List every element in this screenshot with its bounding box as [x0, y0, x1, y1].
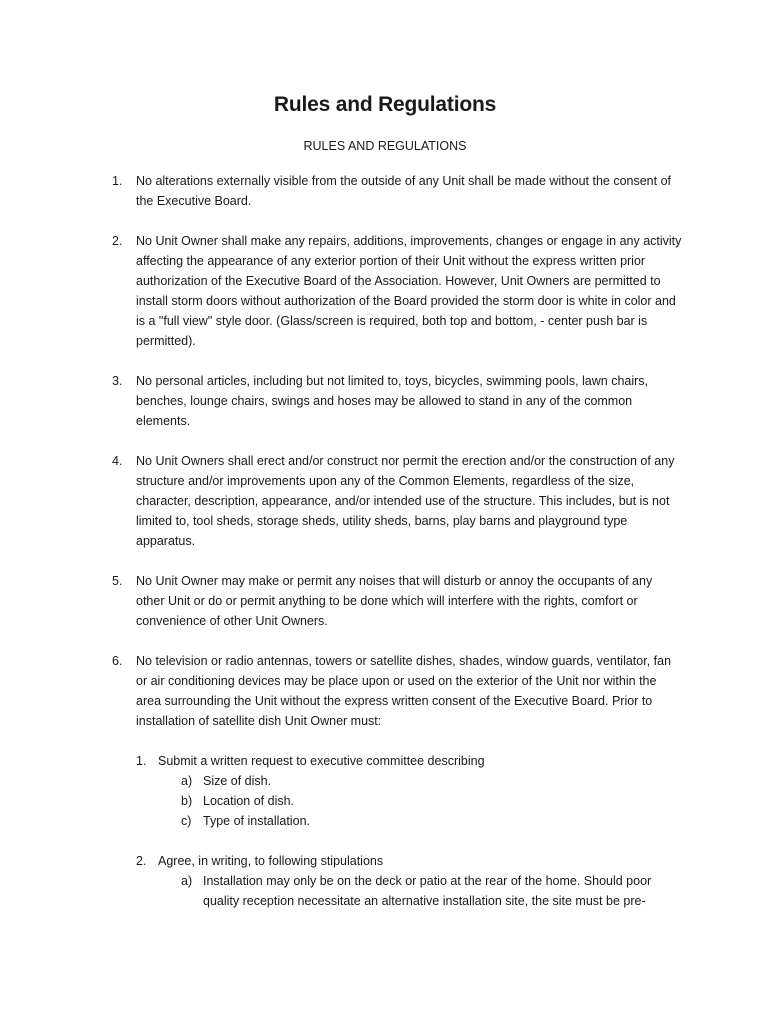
rule-text: No Unit Owners shall erect and/or construct nor permit the erection and/or the construction of any structure and/or improvements upon any of the Common Elements, regardless of the size, character, description, appearance, and/or intended use of the structure. This includes, but is not limited to, tool sheds, storage sheds, utility sheds, barns, play barns and playground type apparatus.: [136, 454, 675, 548]
rule-item-6: [112, 651, 682, 911]
sub-item-text: Submit a written request to executive committee describing: [158, 754, 485, 768]
rule-text: No personal articles, including but not limited to, toys, bicycles, swimming pools, lawn chairs, benches, lounge chairs, swings and hoses may be allowed to stand in any of the common elements.: [136, 374, 649, 428]
letter-text: Size of dish.: [203, 774, 272, 788]
rule-item-1: [112, 171, 682, 211]
letter-item: [158, 771, 682, 791]
letter-label: a): [181, 874, 193, 888]
rule-text: No Unit Owner may make or permit any noises that will disturb or annoy the occupants of any other Unit or do or permit anything to be done which will interfere with the rights, comfort or convenience of other Unit Owners.: [136, 574, 653, 628]
rule-item-3: [112, 371, 682, 431]
rule-item-4: [112, 451, 682, 551]
rule-number: 4.: [112, 454, 123, 468]
satellite-requirements-list: [136, 751, 682, 911]
rule-number: 6.: [112, 654, 123, 668]
rule-item-5: [112, 571, 682, 631]
letter-text: Installation may only be on the deck or patio at the rear of the home. Should poor quality reception necessitate an alternative installation site, the site must be pre-: [203, 874, 652, 908]
letter-label: c): [181, 814, 192, 828]
letter-item: [158, 871, 682, 911]
rule-text: No television or radio antennas, towers or satellite dishes, shades, window guards, ventilator, fan or air conditioning devices may be place upon or used on the exterior of the Unit nor within the area surrounding the Unit without the express written consent of the Executive Board. Prior to installation of satellite dish Unit Owner must:: [136, 654, 672, 728]
letter-item: [158, 811, 682, 831]
rule-item-2: [112, 231, 682, 351]
letter-label: b): [181, 794, 193, 808]
page-title: Rules and Regulations: [273, 93, 497, 116]
rule-number: 3.: [112, 374, 123, 388]
letter-label: a): [181, 774, 193, 788]
sub-item-2: [136, 851, 682, 911]
letter-text: Location of dish.: [203, 794, 295, 808]
sub-item-text: Agree, in writing, to following stipulations: [158, 854, 384, 868]
rule-number: 1.: [112, 174, 123, 188]
rule-text: No Unit Owner shall make any repairs, additions, improvements, changes or engage in any activity affecting the appearance of any exterior portion of their Unit without the express written prior authorization of the Executive Board of the Association. However, Unit Owners are permitted to install storm doors without authorization of the Board provided the storm door is white in color and is a "full view" style door. (Glass/screen is required, both top and bottom, - center push bar is permitted).: [136, 234, 682, 348]
rule-number: 5.: [112, 574, 123, 588]
rule-text: No alterations externally visible from the outside of any Unit shall be made without the consent of the Executive Board.: [136, 174, 672, 208]
rule-number: 2.: [112, 234, 123, 248]
sub-item-number: 1.: [136, 754, 147, 768]
sub-item-number: 2.: [136, 854, 147, 868]
section-heading: RULES AND REGULATIONS: [303, 139, 467, 153]
letter-text: Type of installation.: [203, 814, 311, 828]
letter-item: [158, 791, 682, 811]
rules-list: [112, 171, 682, 931]
sub-item-1: [136, 751, 682, 831]
